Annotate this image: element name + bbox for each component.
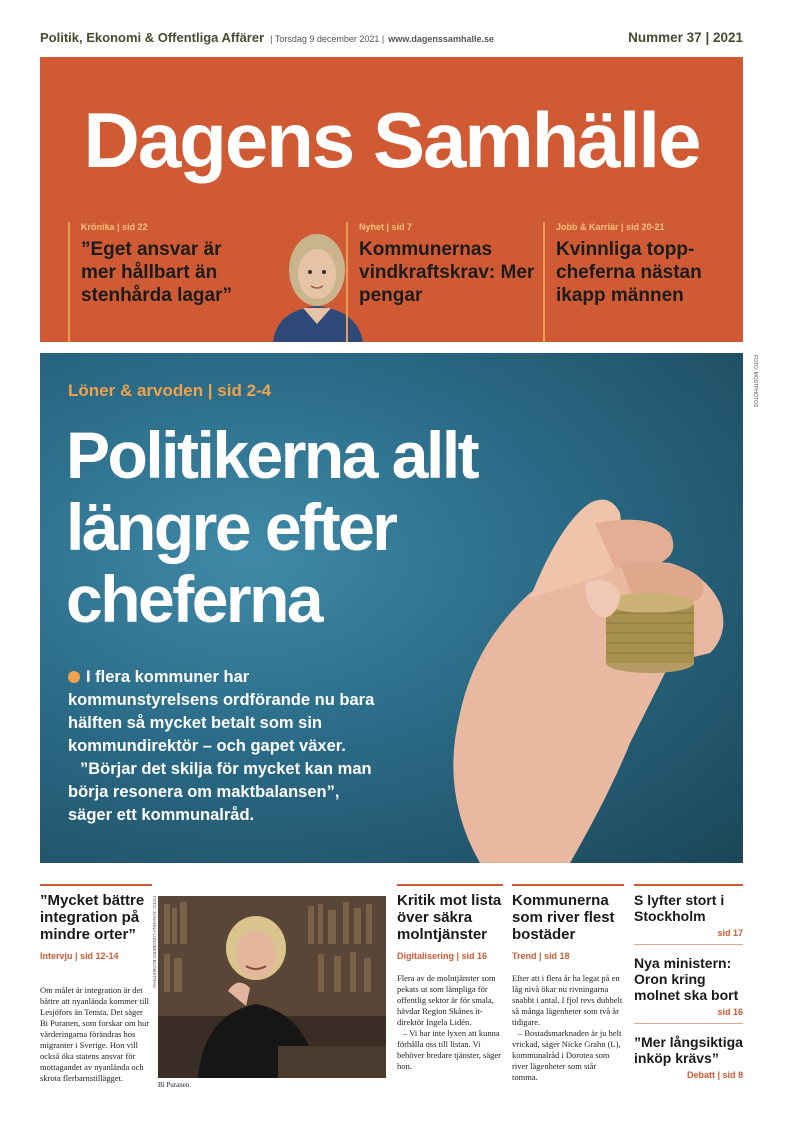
- photo-caption: Bi Puranen.: [158, 1081, 192, 1089]
- brief-page-ref: Debatt | sid 8: [686, 1070, 743, 1080]
- story-headline: Kritik mot lista över säkra molntjänster: [397, 892, 502, 943]
- story-kicker: Intervju | sid 12-14: [40, 951, 119, 961]
- lead-quote: ”Börjar det skilja för mycket kan man börja resonera om maktbalansen”, säger ett kommunalråd.: [68, 760, 372, 824]
- issue-number: Nummer 37 | 2021: [628, 30, 743, 45]
- interview-story[interactable]: [40, 884, 152, 1084]
- interview-portrait-photo: [158, 896, 386, 1078]
- photo-credit: FOTO: MOSTPHOTOS: [752, 355, 758, 408]
- story-paragraph: Efter att i flera år ha legat på en låg nivå ökar nu rivningarna snabbt i antal. I fjol revs dubbelt så många lägenheter som två år tidigare.: [512, 973, 623, 1027]
- lead-story[interactable]: [40, 353, 743, 863]
- teaser-headline: Kommunernas vindkraftskrav: Mer pengar: [359, 239, 535, 306]
- news-story[interactable]: [512, 884, 624, 1083]
- teaser-column[interactable]: [543, 222, 733, 342]
- bullet-dot: [68, 671, 80, 683]
- issue-date: | Torsdag 9 december 2021 |: [270, 34, 385, 44]
- lead-paragraph: I flera kommuner har kommunstyrelsens ordförande nu bara hälften så mycket betalt som sin kommundirektör – och gapet växer.: [68, 668, 375, 755]
- brief-item[interactable]: [634, 955, 743, 1024]
- website-link[interactable]: www.dagenssamhalle.se: [388, 34, 494, 44]
- story-body: [512, 973, 624, 1083]
- news-story[interactable]: [397, 884, 503, 1072]
- brief-page-ref: sid 17: [717, 928, 743, 938]
- teaser-kicker: Jobb & Karriär | sid 20-21: [556, 222, 665, 232]
- story-paragraph: – Vi har inte lyxen att kunna förhålla oss till listan. Vi behöver bredare tjänster, säger hon.: [397, 1028, 501, 1071]
- lead-headline: Politikerna allt längre efter cheferna: [66, 418, 478, 636]
- story-headline: Kommunerna som river flest bostäder: [512, 892, 615, 943]
- newspaper-logo: Dagens Samhälle: [83, 96, 700, 184]
- teaser-column[interactable]: [68, 222, 368, 342]
- brief-item[interactable]: [634, 1034, 743, 1086]
- teaser-row: [40, 222, 743, 342]
- top-line: [40, 30, 743, 50]
- section-label: Politik, Ekonomi & Offentliga Affärer: [40, 30, 265, 45]
- photo-credit: FOTO: JOHANNA LUNDBERG BLÖMSTRAN: [152, 896, 157, 988]
- briefs-column: [634, 884, 743, 1096]
- bottom-section: [40, 884, 743, 1104]
- lead-kicker: Löner & arvoden | sid 2-4: [68, 381, 272, 400]
- teaser-column[interactable]: [346, 222, 536, 342]
- story-paragraph: – Bostadsmarknaden är ju helt vrickad, säger Nicke Grahn (L), kommunalråd i Dorotea som river lägenheter som står tomma.: [512, 1028, 622, 1082]
- teaser-kicker: Krönika | sid 22: [81, 222, 148, 232]
- story-headline: ”Mycket bättre integration på mindre orter”: [40, 892, 145, 943]
- brief-headline: S lyfter stort i Stockholm: [634, 892, 725, 924]
- teaser-headline: Kvinnliga toppcheferna nästan ikapp männen: [556, 239, 702, 306]
- brief-item[interactable]: [634, 892, 743, 945]
- teaser-headline: ”Eget ansvar är mer hållbart än stenhårda lagar”: [81, 239, 232, 306]
- brief-headline: Nya ministern: Oron kring molnet ska bort: [634, 955, 739, 1003]
- story-kicker: Digitalisering | sid 16: [397, 951, 488, 961]
- lead-text: [68, 666, 388, 827]
- teaser-kicker: Nyhet | sid 7: [359, 222, 413, 232]
- story-paragraph: Flera av de molntjänster som pekats ut som lämpliga för offentlig sektor är för smala, hävdar Region Skånes it-direktör Ingela Lidén.: [397, 973, 496, 1027]
- brief-headline: ”Mer långsiktiga inköp krävs”: [634, 1034, 743, 1066]
- story-body: [397, 973, 503, 1072]
- story-kicker: Trend | sid 18: [512, 951, 570, 961]
- brief-page-ref: sid 16: [717, 1007, 743, 1017]
- masthead: [40, 57, 743, 342]
- story-body: Om målet är integration är det bättre att nyanlända kommer till Lesjöfors än Tensta. Det säger Bi Puranen, som forskar om hur värderingarna förändras hos migranter i Sverige. Hon vill också öka statens ansvar för mottagandet av nyanlända och skrota flerbarnstillägget.: [40, 985, 150, 1083]
